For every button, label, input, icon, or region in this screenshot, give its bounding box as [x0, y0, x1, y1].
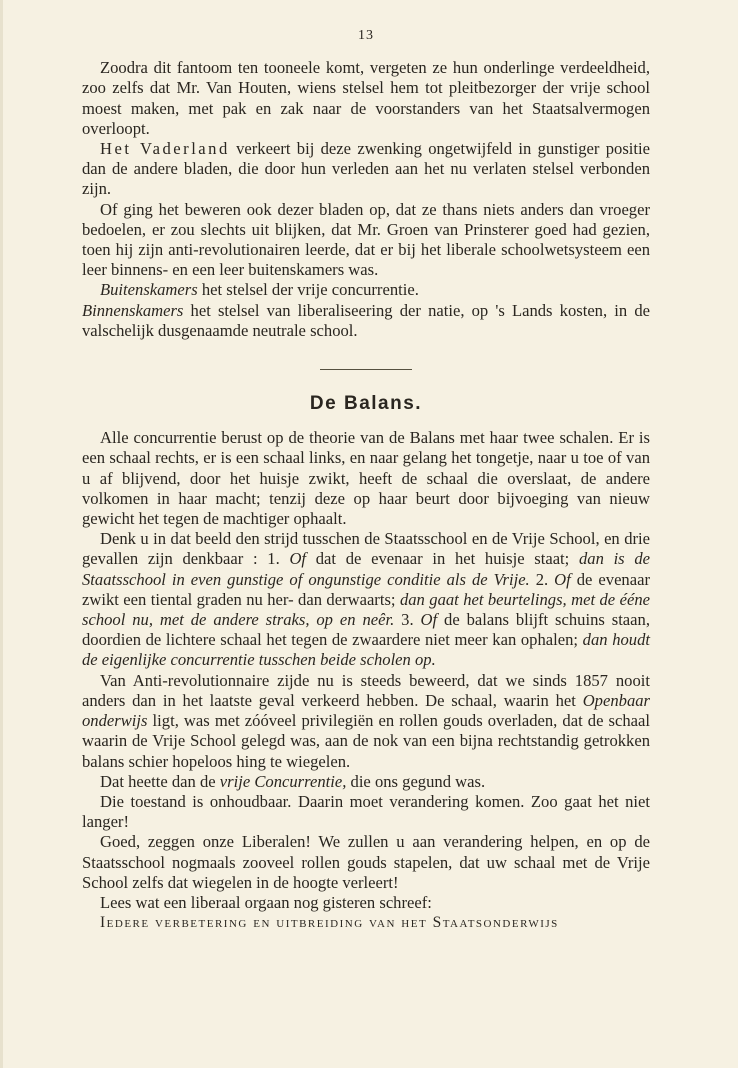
paragraph: Dat heette dan de vrije Concurrentie, die ons gegund was. [100, 771, 486, 791]
page-edge [0, 0, 3, 1068]
emphasis: Binnenskamers [82, 300, 184, 320]
paragraph: Goed, zeggen onze Liberalen! We zullen u aan verandering helpen, en op de Staatsschool nogmaals zooveel rollen gouds stapelen, dat uw schaal met de Vrije School zelfs dat wiegelen in de hoogte verleert! [82, 832, 650, 892]
paragraph: Denk u in dat beeld den strijd tusschen de Staatsschool en de Vrije School, en drie gevallen zijn denkbaar : 1. Of dat de evenaar in het huisje staat; dan is de Staatsschool in even gunstige of ongunstige conditie als de Vrije. 2. Of de evenaar zwikt een tiental graden nu her- dan derwaarts; dan gaat het beurtelings, met de ééne school nu, met de andere straks, op en neêr. 3. Of de balans blijft schuins staan, doordien de lichtere schaal het tegen de zwaardere niet meer kan ophalen; dan houdt de eigenlijke concurrentie tusschen beide scholen op. [82, 529, 650, 670]
paragraph: Zoodra dit fantoom ten tooneele komt, vergeten ze hun onderlinge verdeeldheid, zoo zelfs dat Mr. Van Houten, wiens stelsel hem tot pleitbezorger der vrije school moest maken, met pak en zak naar de voorstanders van het Staatsalvermogen overloopt. [82, 58, 650, 138]
paragraph: Lees wat een liberaal orgaan nog gisteren schreef: [100, 892, 432, 912]
section-divider [320, 369, 412, 370]
paragraph: Of ging het beweren ook dezer bladen op, dat ze thans niets anders dan vroeger bedoelen, er zou slechts uit blijken, dat Mr. Groen van Prinsterer goed had gezien, toen hij zijn anti-revolutionairen leerde, dat er bij het liberale schoolwetsysteem een leer binnens- en een leer buitenskamers was. [82, 199, 650, 280]
paragraph: Van Anti-revolutionnaire zijde nu is steeds beweerd, dat we sinds 1857 nooit anders dan in het laatste geval verkeerd hebben. De schaal, waarin het Openbaar onderwijs ligt, was met zóóveel privilegiën en rollen gouds overladen, dat de schaal waarin de Vrije School gelegd was, aan de nok van een bijna rechtstandig getrokken balans schier hopeloos hing te wiegelen. [82, 670, 650, 771]
page-number: 13 [358, 28, 374, 43]
paragraph: Alle concurrentie berust op de theorie van de Balans met haar twee schalen. Er is een schaal rechts, er is een schaal links, en naar gelang het tongetje, naar u toe of van u af blijvend, door het huisje zwikt, heeft de schaal die overslaat, de andere volkomen in haar macht; tenzij deze op haar beurt door bijvoeging van nieuw gewicht het tegen de machtiger ophaalt. [82, 428, 650, 529]
quoted-heading: Iedere verbetering en uitbreiding van het Staatsonderwijs [100, 914, 559, 932]
paragraph: Die toestand is onhoudbaar. Daarin moet verandering komen. Zoo gaat het niet langer! [82, 791, 650, 832]
newspaper-name: Het Vaderland [100, 139, 230, 159]
paragraph: Het Vaderland verkeert bij deze zwenking ongetwijfeld in gunstiger positie dan de andere bladen, die door hun verleden aan het nu verlaten stelsel verbonden zijn. [82, 139, 650, 199]
paragraph: Binnenskamers het stelsel van liberaliseering der natie, op 's Lands kosten, in de valschelijk dusgenaamde neutrale school. [82, 300, 650, 340]
paragraph: Buitenskamers het stelsel der vrije concurrentie. [100, 280, 419, 300]
emphasis: Buitenskamers [100, 280, 198, 300]
section-title: De Balans. [309, 393, 423, 415]
